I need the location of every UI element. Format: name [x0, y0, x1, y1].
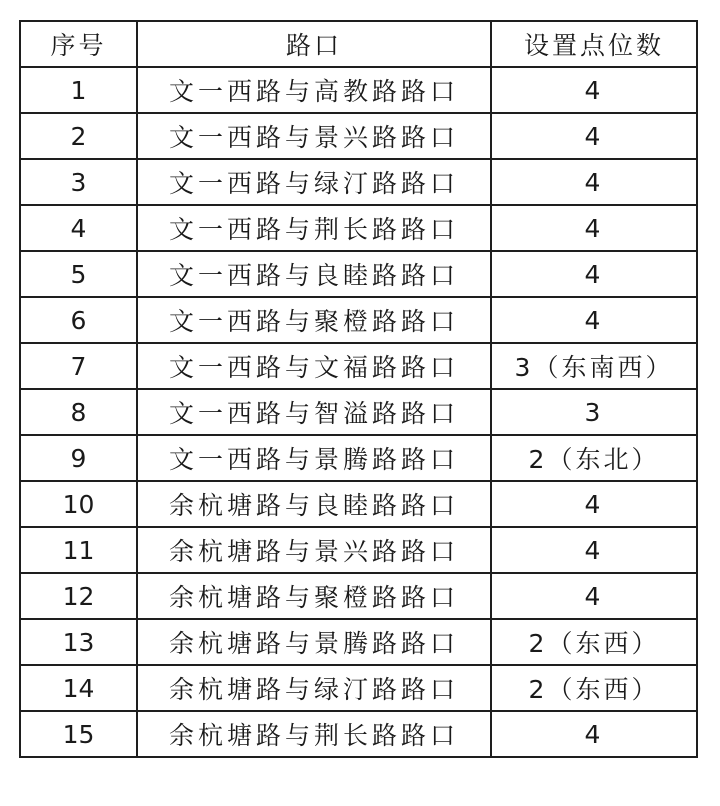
row-index: 12: [20, 573, 137, 619]
row-points: 2（东西）: [491, 619, 697, 665]
table-row: [20, 113, 697, 159]
row-intersection: 余杭塘路与良睦路路口: [137, 481, 491, 527]
row-points: 4: [491, 481, 697, 527]
row-points: 4: [491, 251, 697, 297]
header-index: 序号: [20, 21, 137, 67]
table-row: [20, 619, 697, 665]
table-row: [20, 665, 697, 711]
header-intersection: 路口: [137, 21, 491, 67]
intersection-table: [19, 20, 698, 758]
row-intersection: 文一西路与智溢路路口: [137, 389, 491, 435]
row-intersection: 文一西路与荆长路路口: [137, 205, 491, 251]
row-intersection: 文一西路与景腾路路口: [137, 435, 491, 481]
row-index: 10: [20, 481, 137, 527]
table-row: [20, 481, 697, 527]
table-row: [20, 527, 697, 573]
row-index: 15: [20, 711, 137, 757]
row-points: 4: [491, 67, 697, 113]
row-index: 1: [20, 67, 137, 113]
row-intersection: 文一西路与景兴路路口: [137, 113, 491, 159]
row-intersection: 文一西路与文福路路口: [137, 343, 491, 389]
row-intersection: 文一西路与良睦路路口: [137, 251, 491, 297]
row-points: 4: [491, 113, 697, 159]
table-row: [20, 297, 697, 343]
row-index: 5: [20, 251, 137, 297]
table-header: [20, 21, 697, 67]
table-row: [20, 251, 697, 297]
row-points: 2（东北）: [491, 435, 697, 481]
row-index: 9: [20, 435, 137, 481]
row-points: 4: [491, 527, 697, 573]
row-intersection: 余杭塘路与荆长路路口: [137, 711, 491, 757]
table-row: [20, 711, 697, 757]
table-body: [20, 67, 697, 757]
header-points: 设置点位数: [491, 21, 697, 67]
row-index: 7: [20, 343, 137, 389]
row-index: 13: [20, 619, 137, 665]
row-intersection: 文一西路与聚橙路路口: [137, 297, 491, 343]
table-row: [20, 205, 697, 251]
row-intersection: 余杭塘路与景兴路路口: [137, 527, 491, 573]
row-intersection: 文一西路与高教路路口: [137, 67, 491, 113]
row-points: 4: [491, 573, 697, 619]
row-index: 4: [20, 205, 137, 251]
table-row: [20, 67, 697, 113]
row-index: 8: [20, 389, 137, 435]
row-intersection: 余杭塘路与景腾路路口: [137, 619, 491, 665]
table-row: [20, 343, 697, 389]
row-points: 3（东南西）: [491, 343, 697, 389]
row-intersection: 余杭塘路与聚橙路路口: [137, 573, 491, 619]
row-index: 2: [20, 113, 137, 159]
row-points: 3: [491, 389, 697, 435]
row-index: 11: [20, 527, 137, 573]
row-points: 4: [491, 711, 697, 757]
row-index: 14: [20, 665, 137, 711]
row-index: 6: [20, 297, 137, 343]
row-points: 4: [491, 205, 697, 251]
row-points: 4: [491, 159, 697, 205]
table-row: [20, 573, 697, 619]
row-intersection: 余杭塘路与绿汀路路口: [137, 665, 491, 711]
header-row: [20, 21, 697, 67]
table-row: [20, 159, 697, 205]
row-index: 3: [20, 159, 137, 205]
table-row: [20, 435, 697, 481]
row-points: 2（东西）: [491, 665, 697, 711]
row-intersection: 文一西路与绿汀路路口: [137, 159, 491, 205]
table-row: [20, 389, 697, 435]
row-points: 4: [491, 297, 697, 343]
